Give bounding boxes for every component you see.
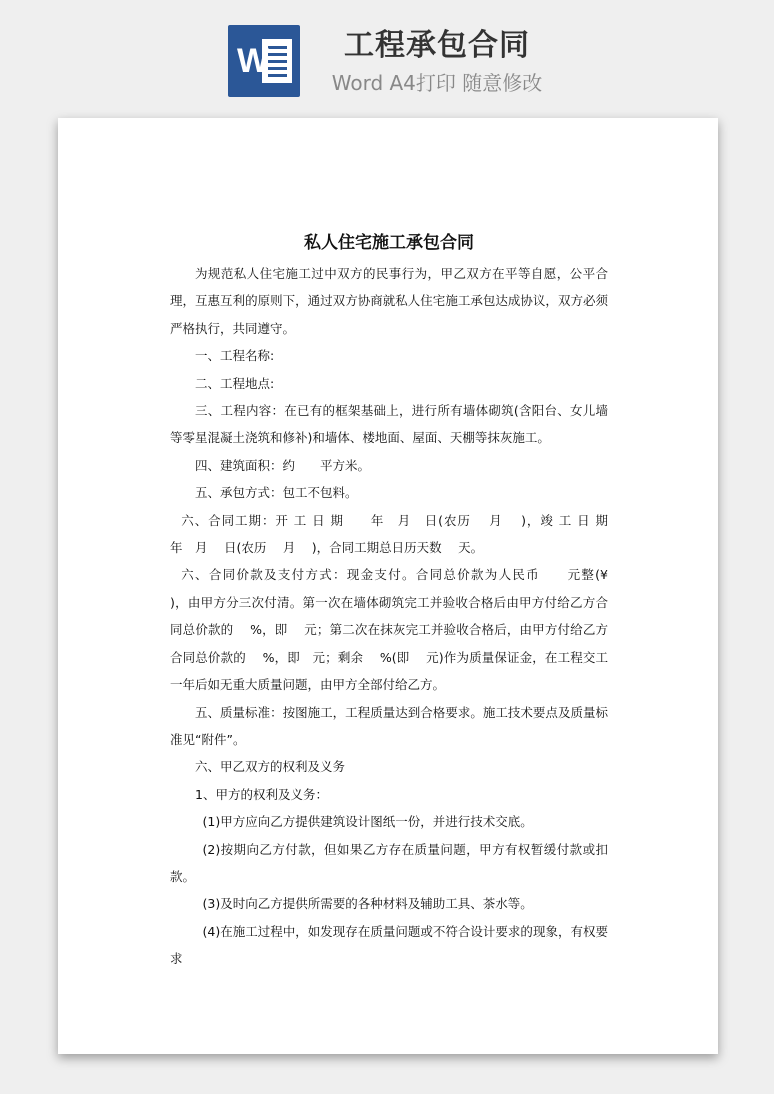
paragraph-building-area: 四、建筑面积：约 平方米。 <box>195 457 371 473</box>
banner-title: 工程承包合同 <box>344 28 530 63</box>
paragraph-rights-obligations: 六、甲乙双方的权利及义务 <box>195 759 346 775</box>
banner-subtitle: Word A4打印 随意修改 <box>331 71 543 95</box>
paragraph-contract-mode: 五、承包方式：包工不包料。 <box>195 485 358 501</box>
paragraph-item-2: (2)按期向乙方付款，但如果乙方存在质量问题，甲方有权暂缓付款或扣款。 <box>170 841 608 884</box>
paragraph-project-scope: 三、工程内容：在已有的框架基础上，进行所有墙体砌筑(含阳台、女儿墙等零星混凝土浇筑和修补)和墙体、楼地面、屋面、天棚等抹灰施工。 <box>170 403 608 446</box>
word-letter-icon: W <box>236 42 270 80</box>
paragraph-preamble: 为规范私人住宅施工过中双方的民事行为，甲乙双方在平等自愿，公平合理，互惠互利的原则下，通过双方协商就私人住宅施工承包达成协议，双方必须严格执行，共同遵守。 <box>170 266 608 336</box>
document-body <box>170 226 637 973</box>
paragraph-contract-period: 六、合同工期：开 工 日 期 年 月 日(农历 月 )，竣 工 日 期 年 月 日(农历 月 )，合同工期总日历天数 天。 <box>170 512 634 556</box>
paragraph-item-1: (1)甲方应向乙方提供建筑设计图纸一份，并进行技术交底。 <box>202 814 533 830</box>
paragraph-contract-price: 六、合同价款及支付方式：现金支付。合同总价款为人民币 元整(¥ )，由甲方分三次付清。第一次在墙体砌筑完工并验收合格后由甲方付给乙方合同总价款的 %，即 元；第二次在抹灰完工并验收合格后，由甲方付给乙方合同总价款的 %，即 元；剩余 %(即 元)作为质量保证金，在工程交工一年后如无重大质量问题，由甲方全部付给乙方。 <box>170 567 637 693</box>
paragraph-party-a-rights: 1、甲方的权利及义务： <box>195 786 328 802</box>
header-banner <box>0 0 774 110</box>
paragraph-project-name: 一、工程名称: <box>195 348 275 364</box>
paragraph-item-4: (4)在施工过程中，如发现存在质量问题或不符合设计要求的现象，有权要求 <box>170 923 608 967</box>
word-document-icon <box>228 25 300 97</box>
paragraph-project-location: 二、工程地点: <box>195 375 275 391</box>
paragraph-quality-standard: 五、质量标准：按图施工，工程质量达到合格要求。施工技术要点及质量标准见“附件”。 <box>170 704 608 747</box>
contract-title: 私人住宅施工承包合同 <box>304 233 474 253</box>
document-page <box>58 118 718 1054</box>
paragraph-item-3: (3)及时向乙方提供所需要的各种材料及辅助工具、茶水等。 <box>202 896 533 912</box>
